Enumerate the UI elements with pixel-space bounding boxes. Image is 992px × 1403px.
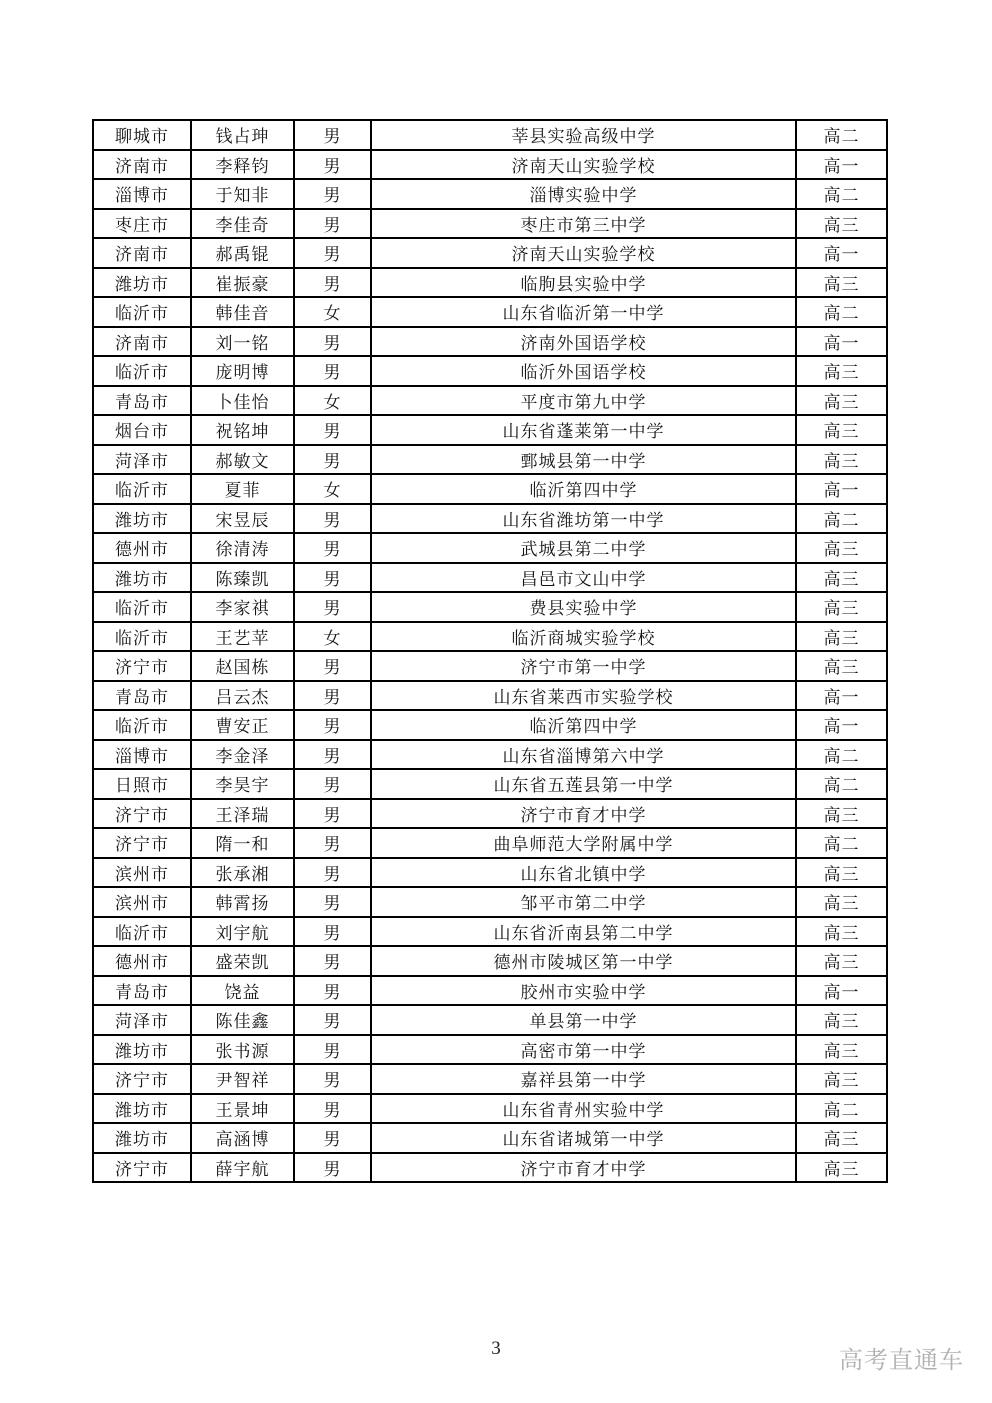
gender-cell: 男 (294, 415, 371, 445)
gender-cell: 男 (294, 1064, 371, 1094)
gender-cell: 男 (294, 681, 371, 711)
name-cell: 郝敏文 (191, 445, 294, 475)
school-cell: 高密市第一中学 (371, 1035, 796, 1065)
grade-cell: 高一 (796, 976, 887, 1006)
gender-cell: 男 (294, 917, 371, 947)
gender-cell: 男 (294, 976, 371, 1006)
grade-cell: 高二 (796, 120, 887, 150)
gender-cell: 男 (294, 769, 371, 799)
watermark-brand: 高考直通车 (839, 1347, 964, 1374)
school-cell: 山东省莱西市实验学校 (371, 681, 796, 711)
name-cell: 王景坤 (191, 1094, 294, 1124)
city-cell: 德州市 (93, 946, 191, 976)
school-cell: 临沂第四中学 (371, 474, 796, 504)
gender-cell: 男 (294, 1094, 371, 1124)
school-cell: 临朐县实验中学 (371, 268, 796, 298)
table-row (93, 1123, 887, 1153)
grade-cell: 高三 (796, 1035, 887, 1065)
grade-cell: 高三 (796, 858, 887, 888)
city-cell: 临沂市 (93, 592, 191, 622)
school-cell: 山东省淄博第六中学 (371, 740, 796, 770)
grade-cell: 高一 (796, 681, 887, 711)
school-cell: 德州市陵城区第一中学 (371, 946, 796, 976)
table-row (93, 563, 887, 593)
city-cell: 潍坊市 (93, 1123, 191, 1153)
name-cell: 宋昱辰 (191, 504, 294, 534)
name-cell: 尹智祥 (191, 1064, 294, 1094)
grade-cell: 高三 (796, 415, 887, 445)
school-cell: 邹平市第二中学 (371, 887, 796, 917)
table-row (93, 179, 887, 209)
table-row (93, 769, 887, 799)
grade-cell: 高二 (796, 740, 887, 770)
gender-cell: 男 (294, 858, 371, 888)
grade-cell: 高三 (796, 533, 887, 563)
name-cell: 张书源 (191, 1035, 294, 1065)
gender-cell: 男 (294, 1153, 371, 1183)
table-row (93, 504, 887, 534)
table-row (93, 622, 887, 652)
school-cell: 临沂第四中学 (371, 710, 796, 740)
gender-cell: 男 (294, 533, 371, 563)
gender-cell: 男 (294, 946, 371, 976)
table-row (93, 1153, 887, 1183)
grade-cell: 高三 (796, 209, 887, 239)
school-cell: 费县实验中学 (371, 592, 796, 622)
name-cell: 薛宇航 (191, 1153, 294, 1183)
city-cell: 潍坊市 (93, 1094, 191, 1124)
table-row (93, 120, 887, 150)
table-row (93, 238, 887, 268)
school-cell: 山东省五莲县第一中学 (371, 769, 796, 799)
name-cell: 韩佳音 (191, 297, 294, 327)
grade-cell: 高三 (796, 946, 887, 976)
city-cell: 济南市 (93, 238, 191, 268)
city-cell: 临沂市 (93, 917, 191, 947)
city-cell: 德州市 (93, 533, 191, 563)
gender-cell: 男 (294, 120, 371, 150)
table-row (93, 1094, 887, 1124)
gender-cell: 男 (294, 828, 371, 858)
city-cell: 滨州市 (93, 858, 191, 888)
name-cell: 刘宇航 (191, 917, 294, 947)
city-cell: 青岛市 (93, 976, 191, 1006)
school-cell: 济南外国语学校 (371, 327, 796, 357)
name-cell: 曹安正 (191, 710, 294, 740)
city-cell: 临沂市 (93, 710, 191, 740)
gender-cell: 男 (294, 1035, 371, 1065)
table-row (93, 592, 887, 622)
city-cell: 潍坊市 (93, 563, 191, 593)
grade-cell: 高三 (796, 1153, 887, 1183)
city-cell: 临沂市 (93, 474, 191, 504)
gender-cell: 男 (294, 356, 371, 386)
gender-cell: 男 (294, 327, 371, 357)
table-row (93, 1064, 887, 1094)
table-row (93, 710, 887, 740)
school-cell: 单县第一中学 (371, 1005, 796, 1035)
name-cell: 李昊宇 (191, 769, 294, 799)
school-cell: 武城县第二中学 (371, 533, 796, 563)
city-cell: 济南市 (93, 327, 191, 357)
grade-cell: 高三 (796, 592, 887, 622)
grade-cell: 高三 (796, 1005, 887, 1035)
name-cell: 祝铭坤 (191, 415, 294, 445)
city-cell: 济宁市 (93, 799, 191, 829)
name-cell: 郝禹锟 (191, 238, 294, 268)
school-cell: 山东省青州实验中学 (371, 1094, 796, 1124)
school-cell: 莘县实验高级中学 (371, 120, 796, 150)
school-cell: 山东省诸城第一中学 (371, 1123, 796, 1153)
table-row (93, 533, 887, 563)
name-cell: 高涵博 (191, 1123, 294, 1153)
table-row (93, 474, 887, 504)
name-cell: 钱占珅 (191, 120, 294, 150)
gender-cell: 男 (294, 799, 371, 829)
table-row (93, 858, 887, 888)
grade-cell: 高二 (796, 828, 887, 858)
name-cell: 于知非 (191, 179, 294, 209)
gender-cell: 男 (294, 563, 371, 593)
school-cell: 山东省沂南县第二中学 (371, 917, 796, 947)
school-cell: 平度市第九中学 (371, 386, 796, 416)
table-row (93, 681, 887, 711)
grade-cell: 高三 (796, 651, 887, 681)
grade-cell: 高一 (796, 327, 887, 357)
name-cell: 饶益 (191, 976, 294, 1006)
student-table (92, 119, 888, 1183)
city-cell: 枣庄市 (93, 209, 191, 239)
grade-cell: 高三 (796, 1064, 887, 1094)
grade-cell: 高三 (796, 917, 887, 947)
city-cell: 淄博市 (93, 179, 191, 209)
name-cell: 隋一和 (191, 828, 294, 858)
school-cell: 鄄城县第一中学 (371, 445, 796, 475)
table-row (93, 1035, 887, 1065)
gender-cell: 男 (294, 1123, 371, 1153)
table-row (93, 651, 887, 681)
table-row (93, 917, 887, 947)
school-cell: 济南天山实验学校 (371, 150, 796, 180)
grade-cell: 高三 (796, 622, 887, 652)
city-cell: 济宁市 (93, 1153, 191, 1183)
city-cell: 菏泽市 (93, 445, 191, 475)
table-row (93, 386, 887, 416)
table-row (93, 828, 887, 858)
school-cell: 曲阜师范大学附属中学 (371, 828, 796, 858)
gender-cell: 男 (294, 740, 371, 770)
name-cell: 盛荣凯 (191, 946, 294, 976)
name-cell: 李金泽 (191, 740, 294, 770)
school-cell: 枣庄市第三中学 (371, 209, 796, 239)
grade-cell: 高三 (796, 386, 887, 416)
table-row (93, 799, 887, 829)
table-row (93, 976, 887, 1006)
gender-cell: 男 (294, 238, 371, 268)
city-cell: 济南市 (93, 150, 191, 180)
school-cell: 济南天山实验学校 (371, 238, 796, 268)
grade-cell: 高二 (796, 769, 887, 799)
name-cell: 赵国栋 (191, 651, 294, 681)
city-cell: 临沂市 (93, 297, 191, 327)
grade-cell: 高二 (796, 1094, 887, 1124)
table-row (93, 415, 887, 445)
grade-cell: 高一 (796, 238, 887, 268)
school-cell: 嘉祥县第一中学 (371, 1064, 796, 1094)
table-row (93, 1005, 887, 1035)
school-cell: 济宁市育才中学 (371, 799, 796, 829)
table-row (93, 268, 887, 298)
gender-cell: 男 (294, 651, 371, 681)
table-row (93, 297, 887, 327)
name-cell: 吕云杰 (191, 681, 294, 711)
name-cell: 李佳奇 (191, 209, 294, 239)
grade-cell: 高一 (796, 474, 887, 504)
school-cell: 山东省潍坊第一中学 (371, 504, 796, 534)
table-row (93, 445, 887, 475)
gender-cell: 男 (294, 504, 371, 534)
city-cell: 烟台市 (93, 415, 191, 445)
name-cell: 张承湘 (191, 858, 294, 888)
gender-cell: 女 (294, 474, 371, 504)
grade-cell: 高三 (796, 356, 887, 386)
name-cell: 夏菲 (191, 474, 294, 504)
school-cell: 济宁市育才中学 (371, 1153, 796, 1183)
grade-cell: 高二 (796, 297, 887, 327)
name-cell: 徐清涛 (191, 533, 294, 563)
city-cell: 滨州市 (93, 887, 191, 917)
city-cell: 淄博市 (93, 740, 191, 770)
city-cell: 临沂市 (93, 622, 191, 652)
gender-cell: 女 (294, 622, 371, 652)
gender-cell: 男 (294, 150, 371, 180)
grade-cell: 高一 (796, 710, 887, 740)
grade-cell: 高三 (796, 887, 887, 917)
school-cell: 山东省蓬莱第一中学 (371, 415, 796, 445)
gender-cell: 男 (294, 887, 371, 917)
school-cell: 山东省北镇中学 (371, 858, 796, 888)
school-cell: 临沂外国语学校 (371, 356, 796, 386)
grade-cell: 高三 (796, 799, 887, 829)
city-cell: 潍坊市 (93, 268, 191, 298)
grade-cell: 高三 (796, 1123, 887, 1153)
gender-cell: 男 (294, 592, 371, 622)
city-cell: 菏泽市 (93, 1005, 191, 1035)
city-cell: 日照市 (93, 769, 191, 799)
school-cell: 胶州市实验中学 (371, 976, 796, 1006)
city-cell: 潍坊市 (93, 1035, 191, 1065)
page-number: 3 (491, 1338, 501, 1359)
city-cell: 临沂市 (93, 356, 191, 386)
city-cell: 青岛市 (93, 681, 191, 711)
name-cell: 卜佳怡 (191, 386, 294, 416)
gender-cell: 男 (294, 179, 371, 209)
gender-cell: 男 (294, 268, 371, 298)
grade-cell: 高二 (796, 504, 887, 534)
grade-cell: 高一 (796, 150, 887, 180)
name-cell: 陈佳鑫 (191, 1005, 294, 1035)
table-row (93, 887, 887, 917)
name-cell: 李释钧 (191, 150, 294, 180)
school-cell: 山东省临沂第一中学 (371, 297, 796, 327)
gender-cell: 女 (294, 386, 371, 416)
gender-cell: 男 (294, 445, 371, 475)
table-row (93, 356, 887, 386)
name-cell: 刘一铭 (191, 327, 294, 357)
table-row (93, 946, 887, 976)
city-cell: 济宁市 (93, 828, 191, 858)
name-cell: 王泽瑞 (191, 799, 294, 829)
name-cell: 崔振豪 (191, 268, 294, 298)
grade-cell: 高三 (796, 445, 887, 475)
name-cell: 李家祺 (191, 592, 294, 622)
grade-cell: 高三 (796, 268, 887, 298)
table-row (93, 150, 887, 180)
school-cell: 济宁市第一中学 (371, 651, 796, 681)
city-cell: 潍坊市 (93, 504, 191, 534)
city-cell: 青岛市 (93, 386, 191, 416)
name-cell: 韩霄扬 (191, 887, 294, 917)
gender-cell: 女 (294, 297, 371, 327)
table-row (93, 327, 887, 357)
table-row (93, 740, 887, 770)
name-cell: 庞明博 (191, 356, 294, 386)
school-cell: 临沂商城实验学校 (371, 622, 796, 652)
name-cell: 王艺苹 (191, 622, 294, 652)
city-cell: 聊城市 (93, 120, 191, 150)
table-row (93, 209, 887, 239)
school-cell: 昌邑市文山中学 (371, 563, 796, 593)
school-cell: 淄博实验中学 (371, 179, 796, 209)
city-cell: 济宁市 (93, 1064, 191, 1094)
city-cell: 济宁市 (93, 651, 191, 681)
grade-cell: 高三 (796, 563, 887, 593)
gender-cell: 男 (294, 209, 371, 239)
gender-cell: 男 (294, 710, 371, 740)
name-cell: 陈臻凯 (191, 563, 294, 593)
gender-cell: 男 (294, 1005, 371, 1035)
grade-cell: 高二 (796, 179, 887, 209)
